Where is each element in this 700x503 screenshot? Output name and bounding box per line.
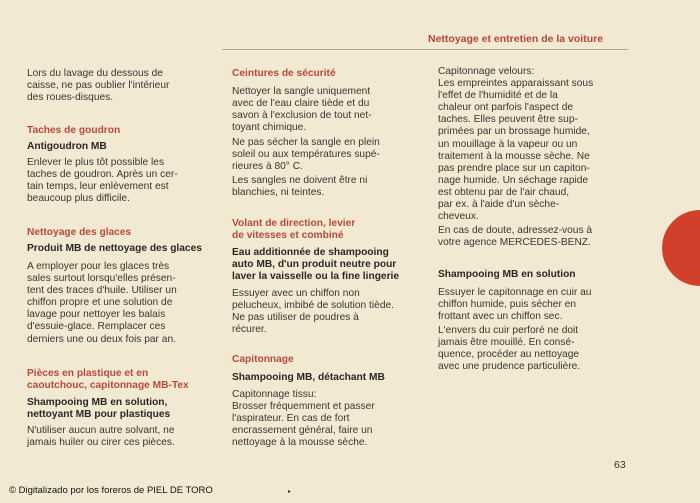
plastic-product: Shampooing MB en solution, nettoyant MB pour plastiques xyxy=(27,397,171,421)
plastic-heading: Pièces en plastique et en caoutchouc, capitonnage MB-Tex xyxy=(27,368,189,392)
upholstery-heading: Capitonnage xyxy=(232,354,294,365)
leather-text-2: L'envers du cuir perforé ne doit jamais être mouillé. En consé- quence, procéder au nettoyage avec une prudence particulière. xyxy=(438,325,581,373)
intro-text: Lors du lavage du dessous de caisse, ne pas oublier l'intérieur des roues-disques. xyxy=(27,68,170,104)
upholstery-product: Shampooing MB, détachant MB xyxy=(232,372,385,383)
chapter-tab-marker xyxy=(662,210,700,286)
wheel-text-2: Ne pas utiliser de poudres à récurer. xyxy=(232,312,359,336)
scan-credit: © Digitalizado por los foreros de PIEL DE TORO xyxy=(9,485,213,496)
upholstery-text: Capitonnage tissu: Brosser fréquemment et passer l'aspirateur. En cas de fort encrassement général, faire un nettoyage à la mousse sèche. xyxy=(232,389,375,449)
page-number: 63 xyxy=(614,459,626,471)
plastic-text: N'utiliser aucun autre solvant, ne jamais huiler ou cirer ces pièces. xyxy=(27,425,175,449)
tar-product: Antigoudron MB xyxy=(27,141,107,152)
leather-text-1: Essuyer le capitonnage en cuir au chiffon humide, puis sécher en frottant avec un chiffon sec. xyxy=(438,287,592,323)
wheel-product: Eau additionnée de shampooing auto MB, d'un produit neutre pour laver la vaisselle ou la fine lingerie xyxy=(232,247,400,283)
tar-heading: Taches de goudron xyxy=(27,125,121,136)
glass-heading: Nettoyage des glaces xyxy=(27,227,132,238)
header-rule xyxy=(222,49,628,50)
glass-product: Produit MB de nettoyage des glaces xyxy=(27,243,202,254)
doubt-text: En cas de doute, adressez-vous à votre agence MERCEDES-BENZ. xyxy=(438,225,593,249)
belts-heading: Ceintures de sécurité xyxy=(232,68,336,79)
section-header: Nettoyage et entretien de la voiture xyxy=(428,33,604,45)
wheel-text-1: Essuyer avec un chiffon non pelucheux, imbibé de solution tiède. xyxy=(232,288,394,312)
belts-text-1: Nettoyer la sangle uniquement avec de l'eau claire tiède et du savon à l'exclusion de tout net- toyant chimique. xyxy=(232,86,372,134)
velvet-text: Capitonnage velours: Les empreintes apparaissant sous l'effet de l'humidité et de la chaleur ont parfois l'aspect de taches. Elles peuvent être sup- primées par un brossage humide, un mouillage à la vapeur ou un traitement à la mousse sèche. Ne pas prendre place sur un capiton- nage humide. Un séchage rapide est obtenu par de l'air chaud, par ex. à l'aide d'un sèche- cheveux. xyxy=(438,66,594,223)
leather-product: Shampooing MB en solution xyxy=(438,269,576,280)
tar-text: Enlever le plus tôt possible les taches de goudron. Après un cer- tain temps, leur enlèvement est beaucoup plus difficile. xyxy=(27,157,178,205)
belts-text-2: Ne pas sécher la sangle en plein soleil ou aux températures supé- rieures à 80° C. xyxy=(232,137,380,173)
footer-mark: ▸ xyxy=(288,489,292,495)
wheel-heading: Volant de direction, levier de vitesses et combiné xyxy=(232,218,356,242)
glass-text: A employer pour les glaces très sales surtout lorsqu'elles présen- tent des traces d'huile. Utiliser un chiffon propre et une solution de lavage pour nettoyer les balais d'essuie-glace. Remplacer ces derniers une ou deux fois par an. xyxy=(27,261,177,345)
belts-text-3: Les sangles ne doivent être ni blanchies, ni teintes. xyxy=(232,175,368,199)
